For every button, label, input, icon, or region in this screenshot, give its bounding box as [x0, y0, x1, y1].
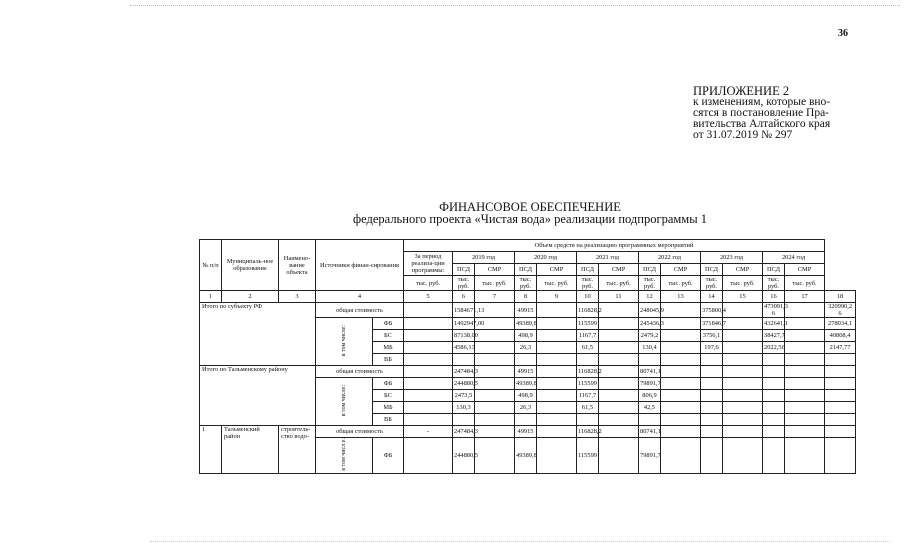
header-year: 2020 год — [515, 252, 577, 264]
header-num: № п/п — [200, 240, 222, 291]
column-number-cell: 2 — [222, 291, 279, 303]
value-cell — [785, 390, 825, 402]
value-cell — [701, 366, 723, 378]
value-cell — [763, 426, 785, 438]
value-cell — [763, 438, 785, 474]
section-total-row — [200, 366, 856, 378]
appendix-line: к изменениям, которые вно- — [693, 96, 831, 108]
column-number-cell: 6 — [453, 291, 475, 303]
value-cell — [599, 318, 639, 330]
fund-label: ВБ — [373, 354, 404, 366]
value-cell — [785, 342, 825, 354]
value-cell: 26,3 — [515, 342, 537, 354]
value-cell — [661, 366, 701, 378]
value-cell: 40808,4 — [825, 330, 856, 342]
value-cell: 79891,7 — [639, 378, 661, 390]
value-cell — [723, 366, 763, 378]
column-number-cell: 13 — [661, 291, 701, 303]
value-cell — [599, 330, 639, 342]
header-sources: Источники финан-сирования — [316, 240, 404, 291]
value-cell — [825, 354, 856, 366]
appendix-line: сятся в постановление Пра- — [693, 107, 830, 119]
value-cell: 2473,5 — [453, 390, 475, 402]
value-cell — [723, 402, 763, 414]
value-cell: 2479,2 — [639, 330, 661, 342]
value-cell: 87138,00 — [453, 330, 475, 342]
value-cell — [475, 330, 515, 342]
value-cell: 371846,7 — [701, 318, 723, 330]
value-cell — [404, 366, 453, 378]
in-total-label: в том числе: — [340, 324, 347, 357]
value-cell — [785, 438, 825, 474]
value-cell: 473091,3 6 — [764, 303, 788, 317]
value-cell — [599, 426, 639, 438]
header-unit: тыс. руб. — [723, 276, 763, 291]
header-psd: ПСД — [515, 264, 537, 276]
value-cell — [661, 318, 701, 330]
value-cell: 49915 — [515, 366, 537, 378]
value-cell — [825, 438, 856, 474]
fund-label: БС — [373, 390, 404, 402]
value-cell — [537, 342, 577, 354]
value-cell — [785, 426, 825, 438]
value-cell — [404, 402, 453, 414]
value-cell: 1167,7 — [577, 390, 599, 402]
value-cell: 116828,2 — [577, 303, 599, 318]
value-cell: 61,5 — [577, 342, 599, 354]
value-cell — [825, 426, 856, 438]
fund-label: БС — [373, 330, 404, 342]
total-cost-label: общая стоимость — [316, 303, 404, 318]
value-cell — [475, 378, 515, 390]
value-cell — [825, 366, 856, 378]
value-cell — [537, 390, 577, 402]
header-unit: тыс. руб. — [661, 276, 701, 291]
title-line-1: ФИНАНСОВОЕ ОБЕСПЕЧЕНИЕ — [439, 200, 621, 214]
header-unit: тыс. руб. — [453, 276, 475, 291]
value-cell — [537, 414, 577, 426]
header-psd: ПСД — [701, 264, 723, 276]
in-total-vertical — [316, 378, 373, 426]
header-volume: Объем средств на реализацию программных мероприятий — [404, 240, 825, 252]
scan-edge-bottom — [150, 541, 890, 542]
value-cell — [475, 426, 515, 438]
value-cell — [537, 366, 577, 378]
value-cell — [453, 414, 475, 426]
value-cell — [825, 402, 856, 414]
header-municipal: Муниципаль-ное образование — [222, 240, 279, 291]
value-cell — [404, 330, 453, 342]
value-cell: 61,5 — [577, 402, 599, 414]
in-total-vertical — [316, 318, 373, 366]
value-cell — [763, 402, 785, 414]
value-cell: 115599 — [577, 318, 599, 330]
fund-label: МБ — [373, 342, 404, 354]
value-cell — [723, 426, 763, 438]
value-cell — [661, 438, 701, 474]
value-cell — [599, 414, 639, 426]
value-cell: 42,5 — [639, 402, 661, 414]
header-unit: тыс. руб. — [701, 276, 723, 291]
column-number-cell: 8 — [515, 291, 537, 303]
value-cell: 1492947,00 — [453, 318, 475, 330]
value-cell — [537, 303, 577, 318]
header-unit: тыс. руб. — [785, 276, 825, 291]
value-cell — [723, 438, 763, 474]
value-cell: 79891,7 — [639, 438, 661, 474]
value-cell — [701, 426, 723, 438]
value-cell — [723, 378, 763, 390]
in-total-label: в том числе: — [340, 384, 347, 417]
value-cell: 49389,8 — [515, 318, 537, 330]
value-cell — [763, 378, 785, 390]
value-cell: 116828,2 — [577, 366, 599, 378]
value-cell — [763, 366, 785, 378]
value-cell — [723, 354, 763, 366]
value-cell — [825, 390, 856, 402]
value-cell — [785, 330, 825, 342]
header-psd: ПСД — [763, 264, 785, 276]
value-cell — [661, 426, 701, 438]
header-psd: ПСД — [577, 264, 599, 276]
value-cell: 247484,3 — [453, 366, 475, 378]
value-cell — [701, 414, 723, 426]
value-cell — [404, 390, 453, 402]
value-cell — [785, 366, 825, 378]
value-cell — [404, 318, 453, 330]
value-cell: 248045,9 — [639, 303, 661, 318]
header-unit: тыс. руб. — [577, 276, 599, 291]
value-cell: 115599 — [577, 438, 599, 474]
header-year: 2021 год — [577, 252, 639, 264]
value-cell: 49389,8 — [515, 438, 537, 474]
value-cell — [661, 330, 701, 342]
value-cell — [785, 414, 825, 426]
value-cell: 245436,3 — [639, 318, 661, 330]
value-cell — [661, 354, 701, 366]
total-cost-label: общая стоимость — [316, 426, 404, 438]
header-unit: тыс. руб. — [639, 276, 661, 291]
header-unit: тыс. руб. — [475, 276, 515, 291]
fund-label: ФБ — [373, 318, 404, 330]
value-cell — [785, 318, 825, 330]
page-number: 36 — [838, 28, 848, 39]
value-cell: 3756,1 — [701, 330, 723, 342]
column-number-cell: 17 — [785, 291, 825, 303]
value-cell — [701, 354, 723, 366]
value-cell — [404, 378, 453, 390]
value-cell — [763, 390, 785, 402]
value-cell: 278034,1 — [825, 318, 856, 330]
value-cell: 432641,1 — [763, 318, 785, 330]
value-cell: 2022,56 — [763, 342, 785, 354]
value-cell — [661, 390, 701, 402]
value-cell — [701, 402, 723, 414]
value-cell: 49389,8 — [515, 378, 537, 390]
header-unit: тыс. руб. — [537, 276, 577, 291]
value-cell: 4586,13 — [453, 342, 475, 354]
value-cell — [577, 414, 599, 426]
value-cell — [763, 354, 785, 366]
column-number-cell: 4 — [316, 291, 404, 303]
value-cell: 247484,3 — [453, 426, 475, 438]
value-cell — [785, 354, 825, 366]
value-cell — [701, 378, 723, 390]
header-psd: ПСД — [639, 264, 661, 276]
value-cell — [785, 402, 825, 414]
value-cell: - — [404, 426, 453, 438]
value-cell: 244880,5 — [453, 438, 475, 474]
value-cell — [537, 318, 577, 330]
value-cell: 26,3 — [515, 402, 537, 414]
value-cell — [537, 354, 577, 366]
value-cell — [723, 330, 763, 342]
appendix-line: вительства Алтайского края — [693, 118, 831, 130]
column-number-cell: 12 — [639, 291, 661, 303]
value-cell — [599, 402, 639, 414]
header-period: За период реализа-ции программы: — [404, 252, 453, 276]
header-smr: СМР — [599, 264, 639, 276]
value-cell: 2147,77 — [825, 342, 856, 354]
value-cell: 498,9 — [515, 390, 537, 402]
value-cell — [475, 438, 515, 474]
value-cell — [661, 303, 701, 318]
column-number-cell: 18 — [825, 291, 856, 303]
value-cell: 130,4 — [639, 342, 661, 354]
section-label: Итого по Тальменскому району — [200, 366, 316, 426]
value-cell — [599, 390, 639, 402]
value-cell — [825, 378, 856, 390]
value-cell: 1167,7 — [577, 330, 599, 342]
value-cell: 116828,2 — [577, 426, 599, 438]
header-object: Наимено-вание объекта — [279, 240, 316, 291]
value-cell — [785, 303, 825, 318]
value-cell — [475, 366, 515, 378]
value-cell — [701, 390, 723, 402]
column-number-cell: 15 — [723, 291, 763, 303]
value-cell — [404, 354, 453, 366]
value-cell — [404, 342, 453, 354]
scan-edge-top — [130, 5, 900, 6]
header-year: 2024 год — [763, 252, 825, 264]
value-cell — [599, 303, 639, 318]
value-cell — [404, 414, 453, 426]
value-cell — [475, 402, 515, 414]
value-cell — [599, 342, 639, 354]
column-number-cell: 7 — [475, 291, 515, 303]
column-numbers-row — [200, 291, 856, 303]
value-cell — [404, 438, 453, 474]
object-vertical — [316, 438, 373, 474]
value-cell: 80741,1 — [639, 426, 661, 438]
object-vertical-label: в том числ е: — [340, 438, 347, 471]
header-psd: ПСД — [453, 264, 475, 276]
value-cell — [661, 378, 701, 390]
value-cell: 244880,5 — [453, 378, 475, 390]
column-number-cell: 9 — [537, 291, 577, 303]
value-cell — [515, 414, 537, 426]
header-smr: СМР — [475, 264, 515, 276]
value-cell: 806,9 — [639, 390, 661, 402]
document-title — [200, 201, 860, 225]
value-cell — [723, 414, 763, 426]
header-row-1 — [200, 240, 856, 252]
column-number-cell: 3 — [279, 291, 316, 303]
value-cell — [453, 354, 475, 366]
header-unit: тыс. руб. — [404, 276, 453, 291]
header-smr: СМР — [661, 264, 701, 276]
title-line-2: федерального проекта «Чистая вода» реализации подпрограммы 1 — [353, 212, 707, 226]
value-cell — [701, 438, 723, 474]
fund-label: ФБ — [373, 378, 404, 390]
value-cell: 498,9 — [515, 330, 537, 342]
value-cell — [599, 438, 639, 474]
header-smr: СМР — [785, 264, 825, 276]
municipal-name: Тальменский район — [222, 426, 279, 474]
column-number-cell: 5 — [404, 291, 453, 303]
section-label: Итого по субъекту РФ — [200, 303, 316, 366]
object-name: строитель-ство водо- — [279, 426, 316, 474]
column-number-cell: 1 — [200, 291, 222, 303]
header-unit: тыс. руб. — [763, 276, 785, 291]
value-cell — [475, 414, 515, 426]
value-cell — [599, 378, 639, 390]
header-unit: тыс. руб. — [515, 276, 537, 291]
value-cell: 197,6 — [701, 342, 723, 354]
value-cell — [639, 414, 661, 426]
value-cell — [475, 342, 515, 354]
value-cell — [661, 402, 701, 414]
appendix-heading: ПРИЛОЖЕНИЕ 2 — [693, 84, 790, 98]
value-cell: 320990,2 6 — [825, 303, 856, 318]
value-cell — [661, 342, 701, 354]
column-number-cell: 10 — [577, 291, 599, 303]
row-number: 1 — [200, 426, 222, 474]
value-cell — [723, 318, 763, 330]
fund-label: ФБ — [373, 438, 404, 474]
value-cell — [404, 303, 453, 318]
object-total-row — [200, 426, 856, 438]
financing-table — [199, 239, 856, 474]
header-year: 2022 год — [639, 252, 701, 264]
column-number-cell: 14 — [701, 291, 723, 303]
column-number-cell: 16 — [763, 291, 785, 303]
value-cell: 375800,4 — [701, 303, 723, 318]
value-cell: 130,3 — [453, 402, 475, 414]
value-cell: 115599 — [577, 378, 599, 390]
value-cell — [599, 354, 639, 366]
header-smr: СМР — [723, 264, 763, 276]
value-cell — [537, 330, 577, 342]
header-smr: СМР — [537, 264, 577, 276]
value-cell — [639, 354, 661, 366]
value-cell — [723, 342, 763, 354]
header-year: 2023 год — [701, 252, 763, 264]
value-cell: 1584671,13 — [453, 303, 475, 318]
value-cell: 49915 — [515, 426, 537, 438]
total-cost-label: общая стоимость — [316, 366, 404, 378]
value-cell — [515, 354, 537, 366]
value-cell — [577, 354, 599, 366]
header-year: 2019 год — [453, 252, 515, 264]
appendix-block — [693, 86, 830, 141]
header-unit: тыс. руб. — [599, 276, 639, 291]
value-cell — [723, 303, 763, 318]
value-cell — [599, 366, 639, 378]
value-cell — [537, 402, 577, 414]
value-cell — [475, 390, 515, 402]
value-cell — [825, 414, 856, 426]
table-body — [200, 240, 856, 474]
value-cell — [661, 414, 701, 426]
value-cell — [723, 390, 763, 402]
value-cell: 38427,7 — [763, 330, 785, 342]
value-cell — [475, 354, 515, 366]
fund-label: МБ — [373, 402, 404, 414]
value-cell — [537, 378, 577, 390]
column-number-cell: 11 — [599, 291, 639, 303]
value-cell: 49915 — [515, 303, 537, 318]
appendix-line: от 31.07.2019 № 297 — [693, 129, 793, 141]
value-cell — [785, 378, 825, 390]
value-cell — [763, 414, 785, 426]
value-cell: 80741,1 — [639, 366, 661, 378]
section-total-row — [200, 303, 856, 318]
value-cell — [537, 438, 577, 474]
fund-label: ВБ — [373, 414, 404, 426]
value-cell — [537, 426, 577, 438]
